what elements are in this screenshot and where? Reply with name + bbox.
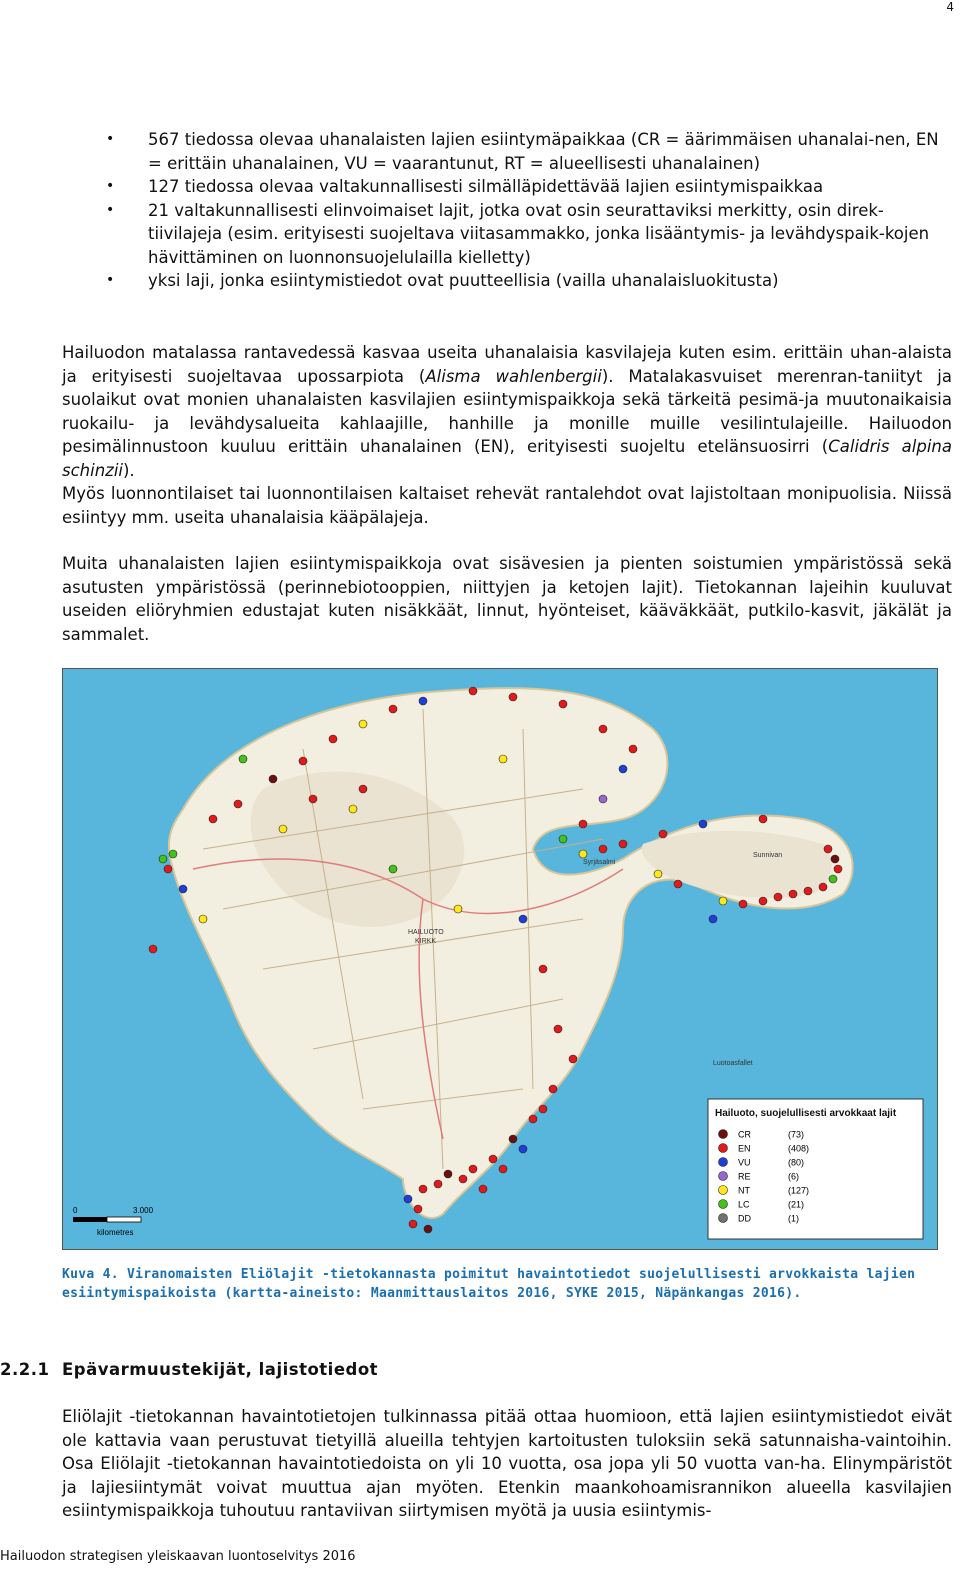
map-point bbox=[629, 745, 637, 753]
map-point bbox=[654, 870, 662, 878]
map-point bbox=[329, 735, 337, 743]
map-point bbox=[469, 687, 477, 695]
map-point bbox=[479, 1185, 487, 1193]
map-point bbox=[579, 820, 587, 828]
map-point bbox=[674, 880, 682, 888]
map-point bbox=[599, 795, 607, 803]
map-point bbox=[454, 905, 462, 913]
map-point bbox=[234, 800, 242, 808]
map-point bbox=[359, 720, 367, 728]
map-point bbox=[759, 815, 767, 823]
scale-unit-label: kilometres bbox=[97, 1228, 134, 1237]
species-name: Alisma wahlenbergii bbox=[425, 366, 602, 386]
map-point bbox=[559, 835, 567, 843]
map-point bbox=[804, 887, 812, 895]
map-point bbox=[299, 757, 307, 765]
list-item bbox=[62, 128, 952, 175]
scale-start-label: 0 bbox=[73, 1206, 78, 1215]
map-point bbox=[389, 705, 397, 713]
list-item bbox=[62, 269, 952, 293]
legend-marker-cr bbox=[719, 1130, 728, 1139]
map-point bbox=[444, 1170, 452, 1178]
legend-code: LC bbox=[738, 1199, 750, 1210]
map-point bbox=[834, 865, 842, 873]
map-point bbox=[529, 1115, 537, 1123]
place-label: Luotoasfallet bbox=[713, 1060, 753, 1067]
map-point bbox=[404, 1195, 412, 1203]
map-point bbox=[539, 1105, 547, 1113]
bullet-icon: • bbox=[106, 131, 115, 147]
map-point bbox=[419, 1185, 427, 1193]
legend-marker-en bbox=[719, 1144, 728, 1153]
paragraph-3: Muita uhanalaisten lajien esiintymispaikkoja ovat sisävesien ja pienten soistumien ympäristössä sekä asutusten ympäristössä (perinnebiotooppien, niittyjen ja ketojen lajit). Tietokannan lajeihin kuuluvat useiden eliöryhmien edustajat kuten nisäkkäät, linnut, hyönteiset, kääväkkäät, putkilo-kasvit, jäkälät ja sammalet. bbox=[62, 554, 952, 644]
scale-end-label: 3.000 bbox=[133, 1206, 154, 1215]
section-title: Epävarmuustekijät, lajistotiedot bbox=[62, 1360, 379, 1379]
map-point bbox=[829, 875, 837, 883]
map-point bbox=[499, 1165, 507, 1173]
map-point bbox=[774, 893, 782, 901]
place-label: Sunnivan bbox=[753, 852, 783, 859]
legend-code: CR bbox=[738, 1129, 751, 1140]
map-point bbox=[789, 890, 797, 898]
map-point bbox=[209, 815, 217, 823]
map-point bbox=[709, 915, 717, 923]
map-point bbox=[414, 1205, 422, 1213]
map-point bbox=[554, 1025, 562, 1033]
map-point bbox=[824, 845, 832, 853]
bullet-text: 567 tiedossa olevaa uhanalaisten lajien esiintymäpaikkaa (CR = äärimmäisen uhanalai-nen, EN = erittäin uhanalainen, VU = vaarantunut, RT = alueellisesti uhanalainen) bbox=[148, 130, 939, 173]
map-point bbox=[719, 897, 727, 905]
map-point bbox=[389, 865, 397, 873]
section-heading bbox=[0, 1360, 378, 1379]
map-point bbox=[759, 897, 767, 905]
legend-count: (73) bbox=[788, 1129, 805, 1140]
section-number: 2.2.1 bbox=[0, 1360, 50, 1379]
legend-count: (6) bbox=[788, 1171, 799, 1182]
legend-count: (1) bbox=[788, 1213, 799, 1224]
page-number: 4 bbox=[946, 0, 954, 14]
map-point bbox=[659, 830, 667, 838]
map-point bbox=[549, 1085, 557, 1093]
map-point bbox=[419, 697, 427, 705]
legend-marker-dd bbox=[719, 1214, 728, 1223]
map-point bbox=[469, 1165, 477, 1173]
map-point bbox=[509, 693, 517, 701]
legend-count: (127) bbox=[788, 1185, 810, 1196]
map-point bbox=[164, 865, 172, 873]
map-point bbox=[239, 755, 247, 763]
paragraph-2: Myös luonnontilaiset tai luonnontilaisen kaltaiset rehevät rantalehdot ovat lajistoltaan monipuolisia. Niissä esiintyy mm. useita uhanalaisia kääpälajeja. bbox=[62, 484, 952, 527]
bullet-icon: • bbox=[106, 272, 115, 288]
bullet-list bbox=[62, 128, 952, 293]
map-point bbox=[509, 1135, 517, 1143]
map-point bbox=[359, 785, 367, 793]
map-point bbox=[699, 820, 707, 828]
bullet-text: yksi laji, jonka esiintymistiedot ovat puutteellisia (vailla uhanalaisluokitusta) bbox=[148, 271, 779, 290]
list-item bbox=[62, 175, 952, 199]
map-point bbox=[499, 755, 507, 763]
body-paragraphs bbox=[62, 341, 952, 646]
map-point bbox=[279, 825, 287, 833]
map-point bbox=[619, 840, 627, 848]
map-point bbox=[831, 855, 839, 863]
legend-code: RE bbox=[738, 1171, 751, 1182]
legend-count: (21) bbox=[788, 1199, 805, 1210]
map-point bbox=[159, 855, 167, 863]
map-point bbox=[424, 1225, 432, 1233]
legend-marker-vu bbox=[719, 1158, 728, 1167]
map-point bbox=[739, 900, 747, 908]
map-point bbox=[459, 1175, 467, 1183]
map-point bbox=[269, 775, 277, 783]
legend-marker-nt bbox=[719, 1186, 728, 1195]
map-point bbox=[199, 915, 207, 923]
legend-title: Hailuoto, suojelullisesti arvokkaat lajit bbox=[715, 1108, 897, 1119]
legend-code: NT bbox=[738, 1185, 750, 1196]
map-point bbox=[169, 850, 177, 858]
map-point bbox=[409, 1220, 417, 1228]
map-point bbox=[489, 1155, 497, 1163]
place-label: KIRKK bbox=[415, 938, 437, 945]
map-point bbox=[149, 945, 157, 953]
legend-code: DD bbox=[738, 1213, 751, 1224]
map-point bbox=[569, 1055, 577, 1063]
figure-caption: Kuva 4. Viranomaisten Eliölajit -tietokannasta poimitut havaintotiedot suojelullisesti arvokkaista lajien esiintymispaikoista (kartta-aineisto: Maanmittauslaitos 2016, SYKE 2015, Näpänkangas 2016). bbox=[62, 1267, 916, 1301]
bullet-icon: • bbox=[106, 201, 115, 218]
legend-count: (80) bbox=[788, 1157, 805, 1168]
place-label: HAILUOTO bbox=[408, 929, 444, 936]
map-point bbox=[519, 1145, 527, 1153]
page-footer: Hailuodon strategisen yleiskaavan luontoselvitys 2016 bbox=[0, 1549, 356, 1564]
legend-count: (408) bbox=[788, 1143, 810, 1154]
legend-marker-lc bbox=[719, 1200, 728, 1209]
map-point bbox=[599, 725, 607, 733]
species-name: Calidris alpina schinzii bbox=[62, 437, 952, 480]
map-point bbox=[179, 885, 187, 893]
map-point bbox=[559, 700, 567, 708]
place-label: Syrjäsalmi bbox=[583, 859, 616, 866]
bullet-text: 127 tiedossa olevaa valtakunnallisesti silmälläpidettävää lajien esiintymispaikkaa bbox=[148, 177, 824, 196]
map-point bbox=[619, 765, 627, 773]
map-point bbox=[309, 795, 317, 803]
map-point bbox=[539, 965, 547, 973]
map-point bbox=[434, 1180, 442, 1188]
map-point bbox=[349, 805, 357, 813]
legend-code: EN bbox=[738, 1143, 751, 1154]
bullet-text: 21 valtakunnallisesti elinvoimaiset lajit, jotka ovat osin seurattaviksi merkitty, osin direk-tiivilajeja (esim. erityisesti suojeltava viitasammakko, jonka lisääntymis- ja levähdyspaik-kojen hävittäminen on luonnonsuojelulailla kielletty) bbox=[148, 200, 930, 267]
map-point bbox=[599, 845, 607, 853]
list-item bbox=[62, 199, 952, 270]
legend-code: VU bbox=[738, 1157, 751, 1168]
paragraph-1: Hailuodon matalassa rantavedessä kasvaa useita uhanalaisia kasvilajeja kuten esim. erittäin uhan-alaista ja erityisesti suojeltavaa upossarpiota (Alisma wahlenbergii). Matalakasvuiset merenran-taniityt ja suolaikut ovat monien uhanalaisten kasvilajien esiintymispaikkoja sekä tärkeitä pesimä-ja muutonaikaisia ruokailu- ja levähdysalueita kahlaajille, hanhille ja monille muille vesilintulajeille. Hailuodon pesimälinnustoon kuuluu erittäin uhanalainen (EN), erityisesti suojeltu etelänsuosirri (Calidris alpina schinzii). bbox=[62, 343, 953, 480]
section-body: Eliölajit -tietokannan havaintotietojen tulkinnassa pitää ottaa huomioon, että lajien esiintymistiedot eivät ole kattavia vaan perustuvat tietyillä alueilla tehtyjen kartoitusten tuloksiin sekä satunnaisha-vaintoihin. Osa Eliölajit -tietokannan havaintotiedoista on yli 10 vuotta, osa jopa yli 50 vuotta van-ha. Elinympäristöt ja lajiesiintymät voivat muuttua ajan myöten. Etenkin maankohoamisrannikon alueella kasvilajien esiintymispaikkoja tuhoutuu rantaviivan siirtymisen myötä ja uusia esiintymis- bbox=[62, 1407, 952, 1520]
bullet-icon: • bbox=[106, 178, 115, 194]
map-point bbox=[519, 915, 527, 923]
species-map bbox=[62, 668, 938, 1250]
map-point bbox=[819, 883, 827, 891]
legend-marker-re bbox=[719, 1172, 728, 1181]
map-point bbox=[579, 850, 587, 858]
